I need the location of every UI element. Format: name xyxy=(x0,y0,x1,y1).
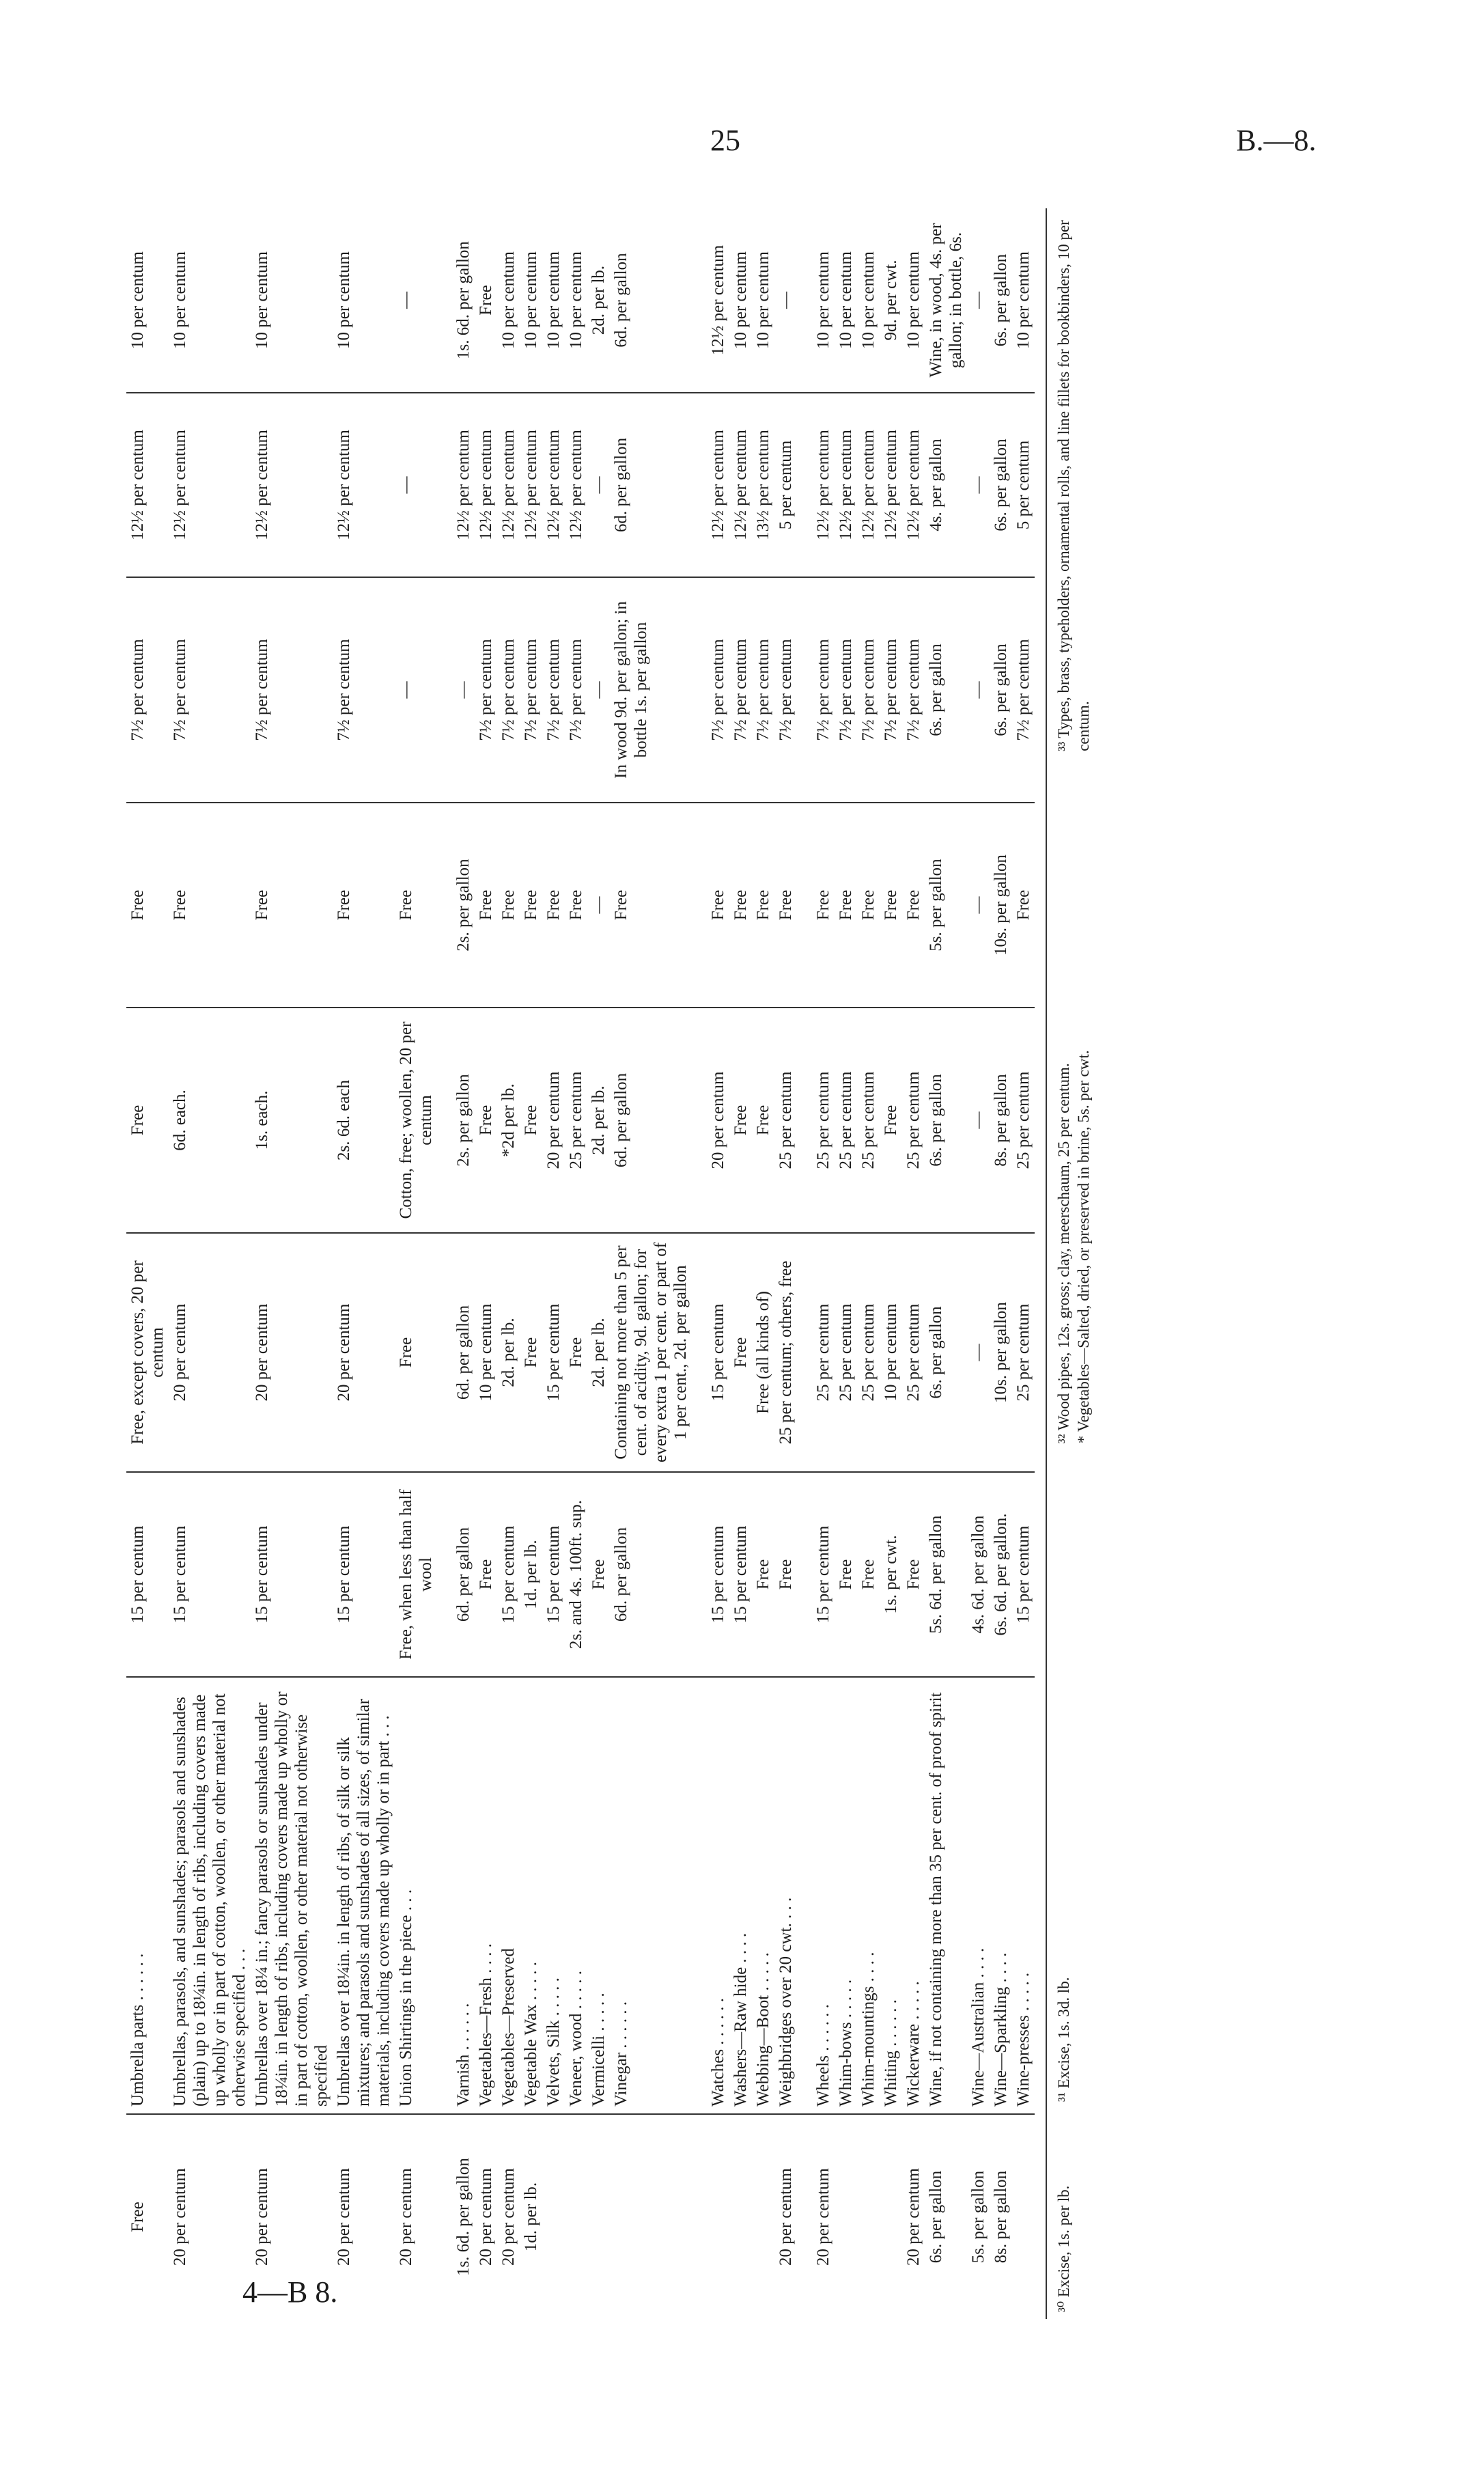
rate-cell: Free xyxy=(729,803,752,1008)
rate-cell: 5 per centum xyxy=(1012,393,1035,577)
rate-cell: 7½ per centum xyxy=(835,577,857,803)
rate-cell: 12½ per centum xyxy=(565,393,587,577)
table-row xyxy=(475,208,497,2319)
rate-cell: 12½ per centum xyxy=(126,393,169,577)
rate-cell: 7½ per centum xyxy=(902,577,925,803)
rate-cell: Free xyxy=(902,803,925,1008)
rate-cell: 7½ per centum xyxy=(729,577,752,803)
rate-cell: Free, except covers, 20 per centum xyxy=(126,1233,169,1472)
rate-cell: Free xyxy=(475,208,497,393)
rate-cell: 7½ per centum xyxy=(880,577,902,803)
table-row xyxy=(126,208,169,2319)
table-row xyxy=(880,208,902,2319)
rate-cell: Free xyxy=(774,1472,797,1677)
rate-cell: 2s. 6d. each xyxy=(333,1008,395,1233)
rate-cell: Free xyxy=(128,2202,147,2232)
rate-cell: Free xyxy=(835,1472,857,1677)
rate-cell: 10 per centum xyxy=(857,208,880,393)
footnote-33: ³³ Types, brass, typeholders, ornamental rolls, and line fillets for bookbinders, 10 per centum. xyxy=(1055,220,1092,751)
rate-cell: 25 per centum xyxy=(835,1008,857,1233)
rate-cell: *2d per lb. xyxy=(497,1008,520,1233)
rate-cell: 1d. per lb. xyxy=(520,1472,542,1677)
rate-cell: 7½ per centum xyxy=(774,577,797,803)
rate-cell: 15 per centum xyxy=(333,1472,395,1677)
rate-cell: 6d. per gallon xyxy=(610,208,692,393)
rate-cell: 4s. per gallon xyxy=(925,393,967,577)
rate-cell: 10 per centum xyxy=(126,208,169,393)
rate-cell: 25 per centum xyxy=(835,1233,857,1472)
rate-cell: Free xyxy=(565,803,587,1008)
rate-cell: 10 per centum xyxy=(902,208,925,393)
rate-cell xyxy=(542,2114,565,2319)
table-row xyxy=(395,208,437,2319)
rate-cell: 12½ per centum xyxy=(437,393,475,577)
rate-cell: 7½ per centum xyxy=(797,577,835,803)
page-number: 25 xyxy=(710,124,740,157)
rate-cell: 12½ per centum xyxy=(692,393,729,577)
rate-cell xyxy=(880,2114,902,2319)
rate-cell: 12½ per centum xyxy=(857,393,880,577)
item-name-cell: Wine-presses . . . . . xyxy=(1012,1677,1035,2114)
rate-cell: Free, when less than half wool xyxy=(395,1472,437,1677)
rate-cell: 6s. 6d. per gallon. xyxy=(990,1472,1012,1677)
rate-cell: 7½ per centum xyxy=(497,577,520,803)
rate-cell: 20 per centum xyxy=(335,2168,353,2266)
rate-cell: Free xyxy=(752,803,774,1008)
rate-cell: 6s. per gallon xyxy=(925,1008,967,1233)
table-row xyxy=(692,208,729,2319)
rate-cell xyxy=(587,2114,610,2319)
rate-cell: Free xyxy=(475,1008,497,1233)
table-row xyxy=(1012,208,1035,2319)
item-name-cell: Wickerware . . . . . xyxy=(902,1677,925,2114)
item-name-cell: Weighbridges over 20 cwt. . . . xyxy=(774,1677,797,2114)
document-reference: B.—8. xyxy=(1236,124,1317,157)
table-row xyxy=(835,208,857,2319)
rate-cell: 12½ per centum xyxy=(520,393,542,577)
rate-cell: 12½ per centum xyxy=(902,393,925,577)
item-name-cell: Union Shirtings in the piece . . . xyxy=(395,1677,437,2114)
rate-cell: Free xyxy=(880,1008,902,1233)
rate-cell: Free xyxy=(729,1008,752,1233)
rate-cell: — xyxy=(437,577,475,803)
rate-cell: 5s. per gallon xyxy=(969,2170,988,2264)
rate-cell: — xyxy=(967,803,990,1008)
rate-cell: 12½ per centum xyxy=(729,393,752,577)
rate-cell: 25 per centum xyxy=(797,1008,835,1233)
rate-cell: 15 per centum xyxy=(126,1472,169,1677)
rate-cell: 7½ per centum xyxy=(692,577,729,803)
rate-cell: 10 per centum xyxy=(251,208,333,393)
rate-cell: In wood 9d. per gallon; in bottle 1s. per gallon xyxy=(610,577,692,803)
rate-cell: 7½ per centum xyxy=(542,577,565,803)
rate-cell: Free xyxy=(1012,803,1035,1008)
item-name-cell: Washers—Raw hide . . . . xyxy=(729,1677,752,2114)
rate-cell: 6d. per gallon xyxy=(610,1472,692,1677)
rate-cell: 12½ per centum xyxy=(333,393,395,577)
rate-cell: 6s. per gallon xyxy=(990,393,1012,577)
rate-cell: 25 per centum xyxy=(774,1008,797,1233)
rate-cell: Free (all kinds of) xyxy=(752,1233,774,1472)
rate-cell: Free xyxy=(542,803,565,1008)
rate-cell: 25 per centum; others, free xyxy=(774,1233,797,1472)
item-name-cell: Umbrellas over 18¼in. in length of ribs, of silk or silk mixtures; and parasols and sunshades of all sizes, of similar materials, including covers made up wholly or in part . . . xyxy=(333,1677,395,2114)
rate-cell: 20 per centum xyxy=(692,1008,729,1233)
rate-cell: Free xyxy=(692,803,729,1008)
rate-cell xyxy=(692,2114,729,2319)
item-name-cell: Vegetables—Fresh . . . . xyxy=(475,1677,497,2114)
rate-cell: 20 per centum xyxy=(904,2168,923,2266)
footnote-30: ³⁰ Excise, 1s. per lb. xyxy=(1055,2185,1072,2312)
rate-cell: Containing not more than 5 per cent. of acidity, 9d. gallon; for every extra 1 per cent. or part of 1 per cent., 2d. per gallon xyxy=(610,1233,692,1472)
rate-cell: 6d. per gallon xyxy=(610,393,692,577)
rate-cell: 15 per centum xyxy=(692,1472,729,1677)
rate-cell: Free xyxy=(835,803,857,1008)
rate-cell: 15 per centum xyxy=(797,1472,835,1677)
footnote-31: ³¹ Excise, 1s. 3d. lb. xyxy=(1055,1977,1072,2102)
table-row xyxy=(437,208,475,2319)
rate-cell: — xyxy=(967,1233,990,1472)
table-row xyxy=(774,208,797,2319)
rate-cell: 1s. 6d. per gallon xyxy=(437,208,475,393)
rate-cell: Wine, in wood, 4s. per gallon; in bottle, 6s. xyxy=(925,208,967,393)
rate-cell: 10 per centum xyxy=(542,208,565,393)
rate-cell xyxy=(565,2114,587,2319)
rate-cell: 13½ per centum xyxy=(752,393,774,577)
rate-cell: 10 per centum xyxy=(565,208,587,393)
table-row xyxy=(729,208,752,2319)
rate-cell: 7½ per centum xyxy=(565,577,587,803)
item-name-cell: Watches . . . . . . xyxy=(692,1677,729,2114)
rate-cell: 12½ per centum xyxy=(542,393,565,577)
rate-cell: 10s. per gallon xyxy=(990,1233,1012,1472)
rate-cell: 6d. per gallon xyxy=(437,1233,475,1472)
table-row xyxy=(925,208,967,2319)
item-name-cell: Umbrella parts . . . . . . xyxy=(126,1677,169,2114)
rate-cell: Free xyxy=(880,803,902,1008)
rate-cell: 12½ per centum xyxy=(835,393,857,577)
rate-cell: 2d. per lb. xyxy=(587,1233,610,1472)
rate-cell: Free xyxy=(774,803,797,1008)
rate-cell: — xyxy=(774,208,797,393)
rate-cell: — xyxy=(395,577,437,803)
rate-cell: 2s. and 4s. 100ft. sup. xyxy=(565,1472,587,1677)
item-name-cell: Umbrellas, parasols, and sunshades; parasols and sunshades (plain) up to 18¼in. in length of ribs, including covers made up wholly or in part of cotton, woollen, or other material not otherwise specified . . . xyxy=(169,1677,251,2114)
table-row xyxy=(565,208,587,2319)
rate-cell: 7½ per centum xyxy=(251,577,333,803)
rate-cell: 10 per centum xyxy=(475,1233,497,1472)
rate-cell: 7½ per centum xyxy=(752,577,774,803)
rate-cell: 25 per centum xyxy=(902,1233,925,1472)
item-name-cell: Whim-mountings . . . . xyxy=(857,1677,880,2114)
table-row xyxy=(857,208,880,2319)
table-row xyxy=(542,208,565,2319)
rate-cell: 12½ per centum xyxy=(497,393,520,577)
rate-cell: 1s. 6d. per gallon xyxy=(454,2158,473,2276)
rate-cell: Free xyxy=(475,1472,497,1677)
rate-cell: 2d. per lb. xyxy=(587,208,610,393)
item-name-cell: Umbrellas over 18¼ in.; fancy parasols or sunshades under 18¼in. in length of ribs, including covers made up wholly or in part of cotton, woollen, or other material not otherwise specified xyxy=(251,1677,333,2114)
rate-cell: 25 per centum xyxy=(565,1008,587,1233)
table-row xyxy=(520,208,542,2319)
rate-cell: 6s. per gallon xyxy=(927,2170,945,2264)
rate-cell: Free xyxy=(475,803,497,1008)
rate-cell: 10 per centum xyxy=(333,208,395,393)
rate-cell xyxy=(835,2114,857,2319)
rate-cell: Free xyxy=(251,803,333,1008)
rate-cell: 10s. per gallon xyxy=(990,803,1012,1008)
rate-cell: 10 per centum xyxy=(880,1233,902,1472)
rate-cell xyxy=(752,2114,774,2319)
table-row xyxy=(497,208,520,2319)
item-name-cell: Wine, if not containing more than 35 per cent. of proof spirit xyxy=(925,1677,967,2114)
rate-cell: 1s. per cwt. xyxy=(880,1472,902,1677)
rate-cell: 10 per centum xyxy=(497,208,520,393)
rate-cell: 20 per centum xyxy=(397,2168,415,2266)
rate-cell: 7½ per centum xyxy=(1012,577,1035,803)
item-name-cell: Wheels . . . . . . xyxy=(797,1677,835,2114)
item-name-cell: Vegetables—Preserved xyxy=(497,1677,520,2114)
rate-cell: 20 per centum xyxy=(814,2168,832,2266)
rate-cell: 25 per centum xyxy=(1012,1008,1035,1233)
rate-cell: 2s. per gallon xyxy=(437,1008,475,1233)
rate-cell: 8s. per gallon xyxy=(992,2170,1010,2264)
rate-cell: 25 per centum xyxy=(902,1008,925,1233)
rate-cell: Free xyxy=(520,1008,542,1233)
rate-cell: 4s. 6d. per gallon xyxy=(967,1472,990,1677)
rate-cell: Free xyxy=(395,803,437,1008)
rate-cell: Free xyxy=(729,1233,752,1472)
rate-cell: 6s. per gallon xyxy=(990,208,1012,393)
rate-cell: 15 per centum xyxy=(692,1233,729,1472)
table-row xyxy=(990,208,1012,2319)
rate-cell: 20 per centum xyxy=(253,2168,271,2266)
rate-cell: 25 per centum xyxy=(857,1008,880,1233)
table-row xyxy=(610,208,692,2319)
item-name-cell: Whiting . . . . . . xyxy=(880,1677,902,2114)
item-name-cell: Vinegar . . . . . . xyxy=(610,1677,692,2114)
rate-cell: 6s. per gallon xyxy=(925,1233,967,1472)
rate-cell: 10 per centum xyxy=(520,208,542,393)
rate-cell: 20 per centum xyxy=(542,1008,565,1233)
signature-mark: 4—B 8. xyxy=(242,2275,338,2309)
rate-cell: Free xyxy=(797,803,835,1008)
rate-cell: — xyxy=(967,208,990,393)
rate-cell: 15 per centum xyxy=(542,1472,565,1677)
rate-cell: Free xyxy=(520,1233,542,1472)
rate-cell xyxy=(610,2114,692,2319)
table-row xyxy=(251,208,333,2319)
rate-cell: 8s. per gallon xyxy=(990,1008,1012,1233)
rate-cell: 25 per centum xyxy=(797,1233,835,1472)
table-row xyxy=(797,208,835,2319)
rate-cell: 7½ per centum xyxy=(857,577,880,803)
rate-cell: — xyxy=(967,393,990,577)
item-name-cell: Vermicelli . . . . . xyxy=(587,1677,610,2114)
rate-cell: — xyxy=(587,393,610,577)
table-body xyxy=(126,208,1035,2319)
rate-cell: Free xyxy=(752,1008,774,1233)
rate-cell: 15 per centum xyxy=(542,1233,565,1472)
rate-cell: 20 per centum xyxy=(171,2168,189,2266)
rate-cell: 20 per centum xyxy=(776,2168,795,2266)
rate-cell: 25 per centum xyxy=(857,1233,880,1472)
rate-cell: Free xyxy=(126,803,169,1008)
rate-cell: 15 per centum xyxy=(729,1472,752,1677)
item-name-cell: Varnish . . . . . . xyxy=(437,1677,475,2114)
rate-cell: 20 per centum xyxy=(477,2168,495,2266)
rate-cell: — xyxy=(967,577,990,803)
rate-cell: — xyxy=(967,1008,990,1233)
rotated-tariff-table xyxy=(126,208,1212,2319)
rate-cell: 6s. per gallon xyxy=(925,577,967,803)
rate-cell: 15 per centum xyxy=(497,1472,520,1677)
rate-cell: 20 per centum xyxy=(333,1233,395,1472)
rate-cell xyxy=(1012,2114,1035,2319)
rate-cell: Free xyxy=(565,1233,587,1472)
rate-cell: 7½ per centum xyxy=(520,577,542,803)
rate-cell: 10 per centum xyxy=(797,208,835,393)
rate-cell xyxy=(857,2114,880,2319)
rate-cell: — xyxy=(395,208,437,393)
rate-cell: 12½ per centum xyxy=(692,208,729,393)
rate-cell: 6d. per gallon xyxy=(437,1472,475,1677)
rate-cell: Free xyxy=(610,803,692,1008)
rate-cell: 10 per centum xyxy=(729,208,752,393)
rate-cell: 6d. per gallon xyxy=(610,1008,692,1233)
rate-cell: 5s. 6d. per gallon xyxy=(925,1472,967,1677)
item-name-cell: Wine—Sparkling . . . . xyxy=(990,1677,1012,2114)
rate-cell: 6s. per gallon xyxy=(990,577,1012,803)
rate-cell: 10 per centum xyxy=(835,208,857,393)
rate-cell: 10 per centum xyxy=(752,208,774,393)
rate-cell: Free xyxy=(520,803,542,1008)
rate-cell: 12½ per centum xyxy=(880,393,902,577)
rate-cell: 6d. each. xyxy=(169,1008,251,1233)
item-name-cell: Velvets, Silk . . . . . xyxy=(542,1677,565,2114)
rate-cell: 10 per centum xyxy=(169,208,251,393)
rate-cell: 15 per centum xyxy=(251,1472,333,1677)
item-name-cell: Wine—Australian . . . . xyxy=(967,1677,990,2114)
rate-cell: 15 per centum xyxy=(1012,1472,1035,1677)
table-row xyxy=(333,208,395,2319)
rate-cell xyxy=(729,2114,752,2319)
rate-cell: Free xyxy=(857,803,880,1008)
rate-cell: 7½ per centum xyxy=(169,577,251,803)
table-row xyxy=(587,208,610,2319)
rate-cell: 7½ per centum xyxy=(126,577,169,803)
rate-cell: 7½ per centum xyxy=(333,577,395,803)
rate-cell: 12½ per centum xyxy=(169,393,251,577)
rate-cell: Free xyxy=(333,803,395,1008)
rate-cell: — xyxy=(587,577,610,803)
rate-cell: Free xyxy=(857,1472,880,1677)
item-name-cell: Whim-bows . . . . . xyxy=(835,1677,857,2114)
footnote-32: ³² Wood pipes, 12s. gross; clay, meerschaum, 25 per centum. * Vegetables—Salted, dried, or preserved in brine, 5s. per cwt. xyxy=(1055,1050,1092,1444)
item-name-cell: Vegetable Wax . . . . . xyxy=(520,1677,542,2114)
rate-cell: 20 per centum xyxy=(499,2168,518,2266)
rate-cell: 12½ per centum xyxy=(475,393,497,577)
rate-cell: 9d. per cwt. xyxy=(880,208,902,393)
rate-cell: Free xyxy=(902,1472,925,1677)
rate-cell: 20 per centum xyxy=(169,1233,251,1472)
rate-cell: 2s. per gallon xyxy=(437,803,475,1008)
rate-cell: 2d. per lb. xyxy=(587,1008,610,1233)
rate-cell: 2d. per lb. xyxy=(497,1233,520,1472)
footnotes xyxy=(1046,208,1093,2319)
table-row xyxy=(752,208,774,2319)
rate-cell: 12½ per centum xyxy=(251,393,333,577)
rate-cell: 7½ per centum xyxy=(475,577,497,803)
rate-cell: Cotton, free; woollen, 20 per centum xyxy=(395,1008,437,1233)
item-name-cell: Webbing—Boot . . . . . xyxy=(752,1677,774,2114)
table-row xyxy=(902,208,925,2319)
rate-cell: Free xyxy=(752,1472,774,1677)
rate-cell: Free xyxy=(497,803,520,1008)
tariff-table xyxy=(126,208,1035,2319)
rate-cell: 20 per centum xyxy=(251,1233,333,1472)
rate-cell: 10 per centum xyxy=(1012,208,1035,393)
rate-cell: 5s. per gallon xyxy=(925,803,967,1008)
item-name-cell: Veneer, wood . . . . . xyxy=(565,1677,587,2114)
rate-cell: Free xyxy=(169,803,251,1008)
rate-cell: Free xyxy=(126,1008,169,1233)
rate-cell: Free xyxy=(587,1472,610,1677)
rate-cell: 5 per centum xyxy=(774,393,797,577)
rate-cell: 1s. each. xyxy=(251,1008,333,1233)
rate-cell: 15 per centum xyxy=(169,1472,251,1677)
rate-cell: 25 per centum xyxy=(1012,1233,1035,1472)
rate-cell: Free xyxy=(395,1233,437,1472)
rate-cell: 12½ per centum xyxy=(797,393,835,577)
table-row xyxy=(967,208,990,2319)
rate-cell: — xyxy=(587,803,610,1008)
rate-cell: — xyxy=(395,393,437,577)
table-row xyxy=(169,208,251,2319)
rate-cell: 1d. per lb. xyxy=(522,2182,540,2252)
